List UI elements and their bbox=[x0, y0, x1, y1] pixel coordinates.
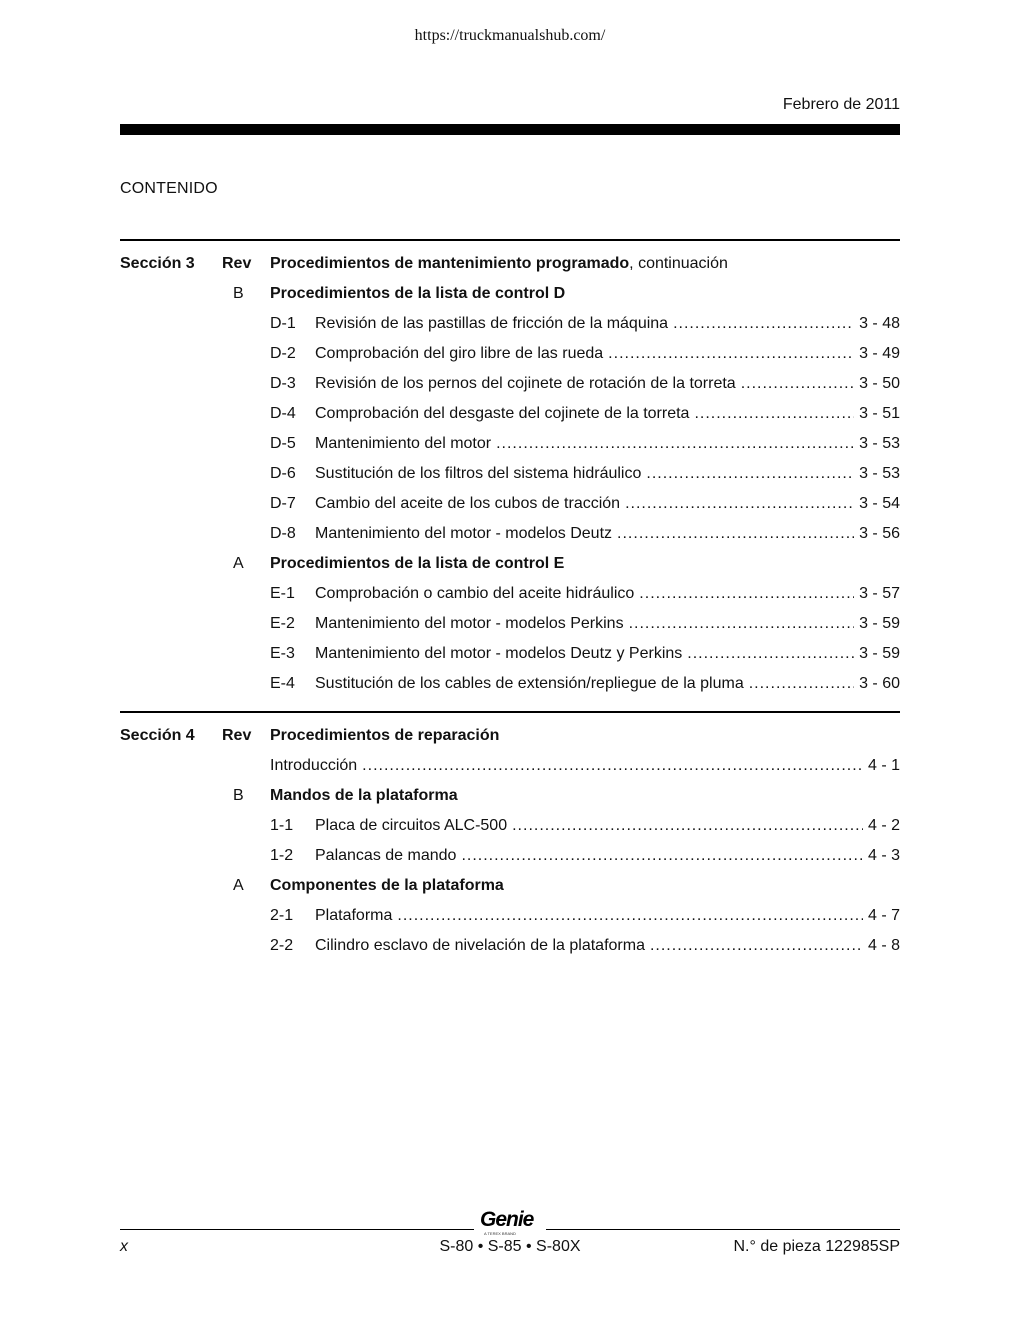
logo-subtext: A TEREX BRAND bbox=[484, 1231, 516, 1236]
entry-code: D-3 bbox=[270, 375, 296, 392]
part-number: N.° de pieza 122985SP bbox=[733, 1238, 900, 1255]
entry-code: D-2 bbox=[270, 345, 296, 362]
rev-value: B bbox=[233, 285, 244, 302]
rev-value: A bbox=[233, 555, 244, 572]
group-heading: Componentes de la plataforma bbox=[270, 877, 504, 894]
entry-page: 4 - 2 bbox=[867, 817, 900, 834]
dot-leader bbox=[362, 751, 863, 781]
entry-page: 4 - 7 bbox=[867, 907, 900, 924]
toc-entry[interactable] bbox=[120, 901, 900, 931]
toc-entry[interactable] bbox=[120, 459, 900, 489]
entry-title: Mantenimiento del motor - modelos Deutz y Perkins bbox=[315, 645, 683, 662]
rev-label: Rev bbox=[222, 255, 252, 272]
entry-page: 3 - 50 bbox=[859, 375, 900, 392]
toc-entry[interactable] bbox=[120, 811, 900, 841]
entry-code: E-1 bbox=[270, 585, 295, 602]
section-header-row bbox=[120, 721, 900, 751]
entry-code: D-8 bbox=[270, 525, 296, 542]
entry-code: 1-1 bbox=[270, 817, 294, 834]
entry-title: Comprobación del desgaste del cojinete de la torreta bbox=[315, 405, 690, 422]
group-heading: Mandos de la plataforma bbox=[270, 787, 458, 804]
dot-leader bbox=[749, 669, 854, 699]
entry-title: Revisión de los pernos del cojinete de rotación de la torreta bbox=[315, 375, 736, 392]
entry-title: Comprobación del giro libre de las rueda bbox=[315, 345, 604, 362]
entry-page: 3 - 53 bbox=[859, 465, 900, 482]
dot-leader bbox=[629, 609, 855, 639]
group-heading: Procedimientos de la lista de control D bbox=[270, 285, 566, 302]
genie-logo bbox=[474, 1208, 546, 1240]
entry-title: Placa de circuitos ALC-500 bbox=[315, 817, 508, 834]
group-heading: Procedimientos de la lista de control E bbox=[270, 555, 565, 572]
entry-page: 3 - 53 bbox=[859, 435, 900, 452]
toc-entry[interactable] bbox=[120, 429, 900, 459]
section-divider bbox=[120, 711, 900, 713]
rev-label: Rev bbox=[222, 727, 252, 744]
entry-code: D-1 bbox=[270, 315, 296, 332]
entry-title: Cambio del aceite de los cubos de tracción bbox=[315, 495, 621, 512]
section-label: Sección 4 bbox=[120, 727, 195, 744]
entry-page: 3 - 57 bbox=[859, 585, 900, 602]
entry-page: 3 - 60 bbox=[859, 675, 900, 692]
entry-code: 1-2 bbox=[270, 847, 294, 864]
toc-entry[interactable] bbox=[120, 579, 900, 609]
dot-leader bbox=[397, 901, 863, 931]
entry-code: 2-1 bbox=[270, 907, 294, 924]
toc-entry[interactable] bbox=[120, 369, 900, 399]
entry-page: 3 - 59 bbox=[859, 645, 900, 662]
entry-page: 3 - 48 bbox=[859, 315, 900, 332]
section-3 bbox=[120, 249, 900, 699]
entry-code: 2-2 bbox=[270, 937, 294, 954]
entry-title: Plataforma bbox=[315, 907, 393, 924]
section-4 bbox=[120, 721, 900, 961]
dot-leader bbox=[741, 369, 854, 399]
header-bar bbox=[120, 124, 900, 135]
dot-leader bbox=[639, 579, 854, 609]
section-header-row bbox=[120, 249, 900, 279]
entry-title: Introducción bbox=[270, 757, 358, 774]
dot-leader bbox=[608, 339, 854, 369]
entry-title: Comprobación o cambio del aceite hidráulico bbox=[315, 585, 635, 602]
dot-leader bbox=[617, 519, 854, 549]
toc-entry[interactable] bbox=[120, 931, 900, 961]
dot-leader bbox=[650, 931, 863, 961]
toc-entry[interactable] bbox=[120, 339, 900, 369]
group-heading-row bbox=[120, 781, 900, 811]
dot-leader bbox=[646, 459, 854, 489]
entry-code: D-4 bbox=[270, 405, 296, 422]
entry-title: Cilindro esclavo de nivelación de la plataforma bbox=[315, 937, 645, 954]
toc-entry[interactable] bbox=[120, 609, 900, 639]
section-label: Sección 3 bbox=[120, 255, 195, 272]
section-title bbox=[270, 249, 728, 279]
entry-title: Palancas de mando bbox=[315, 847, 457, 864]
rev-value: A bbox=[233, 877, 244, 894]
entry-code: E-4 bbox=[270, 675, 295, 692]
entry-page: 4 - 1 bbox=[867, 757, 900, 774]
entry-code: D-6 bbox=[270, 465, 296, 482]
page-number: x bbox=[120, 1238, 128, 1255]
entry-title: Revisión de las pastillas de fricción de la máquina bbox=[315, 315, 669, 332]
entry-page: 3 - 56 bbox=[859, 525, 900, 542]
toc-entry[interactable] bbox=[120, 669, 900, 699]
dot-leader bbox=[625, 489, 854, 519]
logo-wordmark: Genie bbox=[480, 1208, 534, 1231]
dot-leader bbox=[673, 309, 854, 339]
section-title-suffix: , continuación bbox=[629, 255, 728, 272]
entry-page: 4 - 8 bbox=[867, 937, 900, 954]
document-date: Febrero de 2011 bbox=[782, 96, 900, 113]
toc-entry[interactable] bbox=[120, 399, 900, 429]
dot-leader bbox=[687, 639, 854, 669]
toc-entry[interactable] bbox=[120, 489, 900, 519]
dot-leader bbox=[512, 811, 863, 841]
contents-title: CONTENIDO bbox=[120, 180, 218, 197]
section-title-bold: Procedimientos de mantenimiento programado bbox=[270, 255, 630, 272]
dot-leader bbox=[496, 429, 854, 459]
entry-page: 4 - 3 bbox=[867, 847, 900, 864]
entry-page: 3 - 54 bbox=[859, 495, 900, 512]
toc-entry[interactable] bbox=[120, 309, 900, 339]
entry-page: 3 - 49 bbox=[859, 345, 900, 362]
entry-page: 3 - 51 bbox=[859, 405, 900, 422]
entry-code: D-7 bbox=[270, 495, 296, 512]
entry-code: E-2 bbox=[270, 615, 295, 632]
entry-code: D-5 bbox=[270, 435, 296, 452]
toc-entry[interactable] bbox=[120, 841, 900, 871]
entry-title: Mantenimiento del motor - modelos Deutz bbox=[315, 525, 613, 542]
rev-value: B bbox=[233, 787, 244, 804]
dot-leader bbox=[461, 841, 863, 871]
entry-code: E-3 bbox=[270, 645, 295, 662]
dot-leader bbox=[694, 399, 854, 429]
entry-title: Mantenimiento del motor bbox=[315, 435, 492, 452]
entry-title: Sustitución de los filtros del sistema hidráulico bbox=[315, 465, 642, 482]
source-url: https://truckmanualshub.com/ bbox=[414, 27, 606, 44]
entry-title: Sustitución de los cables de extensión/repliegue de la pluma bbox=[315, 675, 744, 692]
group-heading-row bbox=[120, 279, 900, 309]
group-heading-row bbox=[120, 549, 900, 579]
entry-title: Mantenimiento del motor - modelos Perkins bbox=[315, 615, 624, 632]
model-list: S-80 • S-85 • S-80X bbox=[439, 1238, 581, 1255]
section-title: Procedimientos de reparación bbox=[270, 727, 500, 744]
toc-entry[interactable] bbox=[120, 751, 900, 781]
section-divider bbox=[120, 239, 900, 241]
toc-entry[interactable] bbox=[120, 519, 900, 549]
group-heading-row bbox=[120, 871, 900, 901]
toc-entry[interactable] bbox=[120, 639, 900, 669]
entry-page: 3 - 59 bbox=[859, 615, 900, 632]
